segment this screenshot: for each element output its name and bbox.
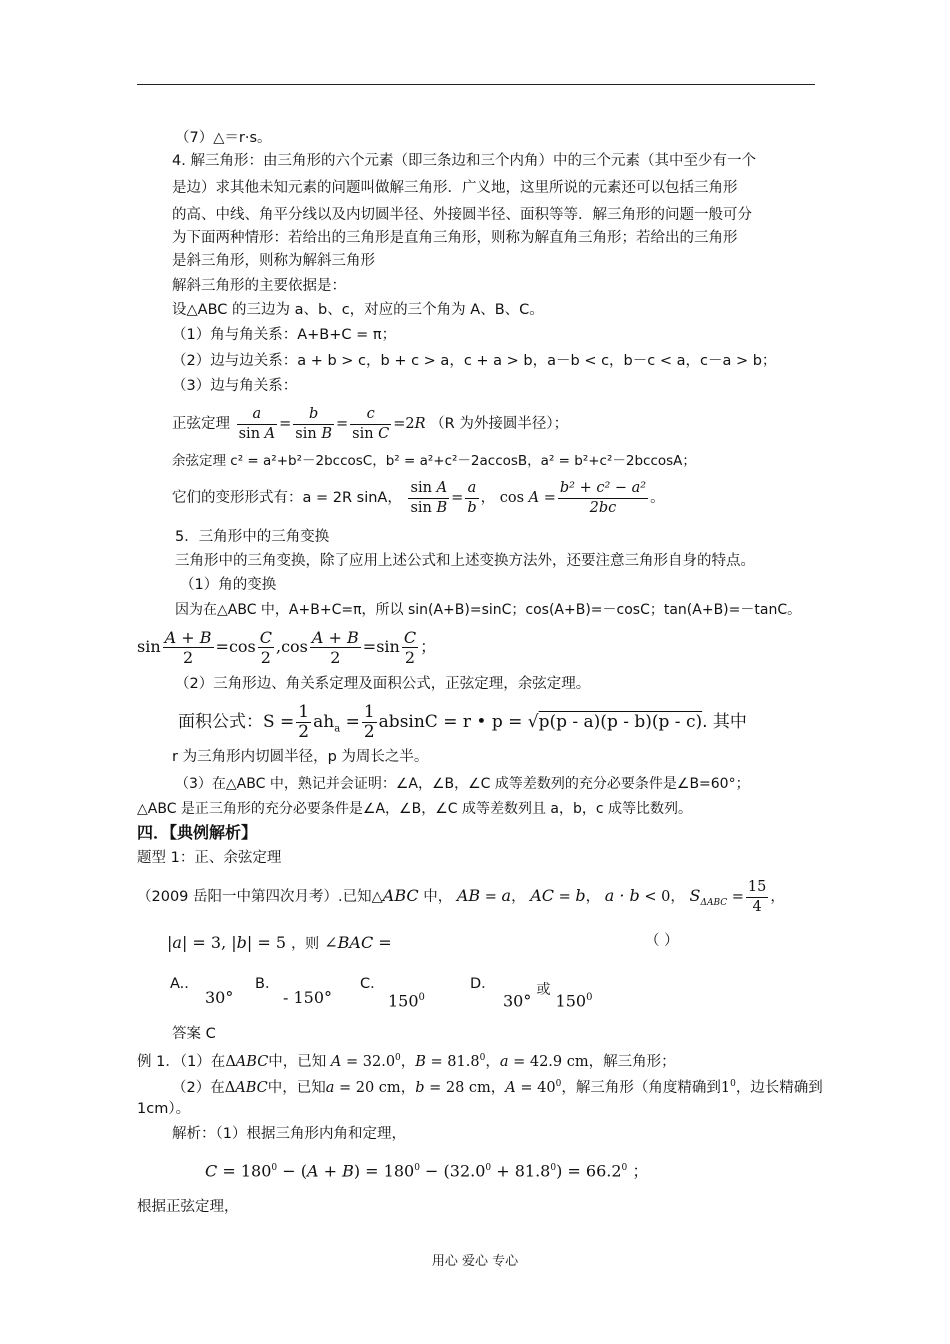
formula: $\frac{b}{\text{sin B}}$ — [295, 405, 332, 442]
para-line: （2）边与边关系：a + b > c，b + c > a，c + a > b，a－b < c，b－c < a，c－a > b； — [172, 353, 777, 369]
question-line: （2009 岳阳一中第四次月考）.已知△ABC 中， AB = a， AC = b， a · b < 0， $S_{\Delta ABC}$ = $\frac{15}{4}$ ， — [137, 878, 785, 915]
para-line: （3）在△ABC 中，熟记并会证明：∠A，∠B，∠C 成等差数列的充分必要条件是∠B=60°； — [175, 776, 750, 792]
formula: $\frac{a}{b}$ — [467, 479, 477, 516]
para-line: 根据正弦定理， — [137, 1199, 239, 1215]
page-footer: 用心 爱心 专心 — [431, 1254, 519, 1269]
option-c: C． — [360, 976, 385, 992]
para-line: △ABC 是正三角形的充分必要条件是∠A，∠B，∠C 成等差数列且 a，b，c 成等比数列。 — [137, 801, 693, 817]
para-line: 的高、中线、角平分线以及内切圆半径、外接圆半径、面积等等．解三角形的问题一般可分 — [172, 207, 752, 223]
cos-law-line: 余弦定理 c² = a²+b²－2bccosC，b² = a²+c²－2accosB，a² = b²+c²－2bccosA； — [172, 453, 696, 469]
example-2-line: （2）在ΔABC中，已知a = 20 cm，b = 28 cm，$A = 40^0$，解三角形（角度精确到$1^0$，边长精确到 — [172, 1079, 823, 1096]
para-line: 因为在△ABC 中，A+B+C=π，所以 sin(A+B)=sinC；cos(A+B)=－cosC；tan(A+B)=－tanC。 — [175, 602, 802, 618]
formula: $\frac{c}{\text{sin C}}$ — [352, 405, 390, 442]
para-line: r 为三角形内切圆半径，p 为周长之半。 — [172, 749, 429, 765]
option-d-value: 30° 或 $150^0$ — [503, 982, 593, 1011]
area-formula: 面积公式：S = $\frac{1}{2}$ $ah_a$ = $\frac{1}{2}$ absinC = r • p = √p(p - a)(p - b)(p - c). 其中 — [178, 701, 747, 742]
formula: $\frac{\text{b² + c² − a²}}{2bc}$ — [559, 479, 647, 516]
answer-bracket: （ ） — [645, 933, 679, 949]
formula: $\frac{\text{sin A}}{\text{sin B}}$ — [410, 479, 448, 516]
option-a: A.. — [170, 976, 189, 992]
sine-law-line: 正弦定理 $\frac{a}{\text{sin A}}$ = $\frac{b}{\text{sin B}}$ = $\frac{c}{\text{sin C}}$ =2R （R 为外接圆半径）； — [172, 405, 569, 442]
solution-formula: $C = 180^0 - (A + B) = 180^0 - (32.0^0 + 81.8^0) = 66.2^0$ ； — [205, 1161, 649, 1181]
header-rule — [137, 84, 815, 85]
option-c-value: $150^0$ — [388, 991, 425, 1011]
option-b: B． — [255, 976, 280, 992]
variant-line: 它们的变形形式有：a = 2R sinA， $\frac{\text{sin A}}{\text{sin B}}$ = $\frac{a}{b}$ ， cos A = $\frac{\text{b² + c² − a²}}{2bc}$ 。 — [172, 479, 665, 516]
para-line: （1）角的变换 — [180, 577, 277, 593]
para-line: 1cm）。 — [137, 1101, 191, 1117]
para-line: 解斜三角形的主要依据是： — [172, 278, 346, 294]
example-1-line: 例 1．（1）在ΔABC中，已知 $A = 32.0^0$，$B = 81.8^0$，a = 42.9 cm，解三角形； — [137, 1053, 676, 1070]
option-d: D． — [470, 976, 496, 992]
para-line: （1）角与角关系：A+B+C = π； — [172, 327, 397, 343]
answer: 答案 C — [172, 1026, 216, 1042]
para-line: 是边）求其他未知元素的问题叫做解三角形．广义地，这里所说的元素还可以包括三角形 — [172, 180, 738, 196]
formula: $\frac{a}{\text{sin A}}$ — [238, 405, 276, 442]
para-line: （2）三角形边、角关系定理及面积公式，正弦定理，余弦定理。 — [175, 676, 591, 692]
para-line: 设△ABC 的三边为 a、b、c，对应的三个角为 A、B、C。 — [172, 302, 544, 318]
para-line: （7）△＝r·s。 — [175, 130, 272, 146]
para-line: （3）边与角关系： — [172, 378, 298, 394]
section-heading: 四．【典例解析】 — [137, 823, 258, 842]
para-line: 三角形中的三角变换，除了应用上述公式和上述变换方法外，还要注意三角形自身的特点。 — [175, 553, 755, 569]
half-angle-formula: sin $\frac{A + B}{2}$ =cos $\frac{C}{2}$ ,cos $\frac{A + B}{2}$ =sin $\frac{C}{2}$ ； — [137, 628, 437, 667]
para-line: 为下面两种情形：若给出的三角形是直角三角形，则称为解直角三角形；若给出的三角形 — [172, 230, 738, 246]
option-b-value: - 150° — [283, 988, 333, 1007]
para-line: 4. 解三角形：由三角形的六个元素（即三条边和三个内角）中的三个元素（其中至少有一个 — [172, 153, 756, 169]
question-condition: |a| = 3, |b| = 5 ，则 ∠BAC = — [167, 933, 392, 952]
problem-type: 题型 1：正、余弦定理 — [137, 850, 282, 866]
para-line: 是斜三角形，则称为解斜三角形 — [172, 253, 375, 269]
option-a-value: 30° — [205, 988, 234, 1007]
solution-line: 解析：（1）根据三角形内角和定理， — [172, 1126, 406, 1142]
section-5: 5．三角形中的三角变换 — [175, 529, 330, 545]
